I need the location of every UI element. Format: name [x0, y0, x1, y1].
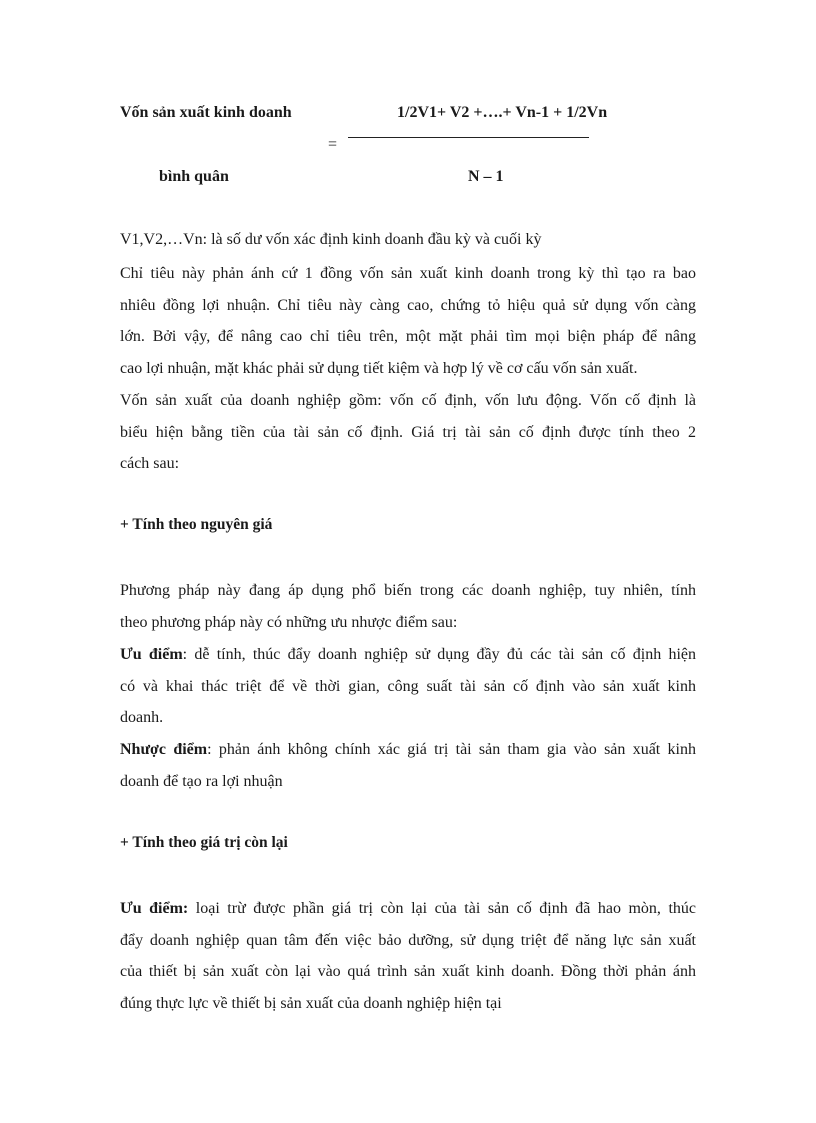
- paragraph-line: Chỉ tiêu này phản ánh cứ 1 đồng vốn sản xuất kinh doanh trong kỳ thì tạo ra bao: [120, 265, 696, 282]
- paragraph-indicator: [120, 258, 696, 384]
- paragraph-line: Nhược điểm: phản ánh không chính xác giá trị tài sản tham gia vào sản xuất kinh: [120, 741, 696, 758]
- paragraph-line: có và khai thác triệt để về thời gian, công suất tài sản cố định vào sản xuất kinh: [120, 677, 696, 695]
- paragraph-line: lớn. Bởi vậy, để nâng cao chỉ tiêu trên, một mặt phải tìm mọi biện pháp để nâng: [120, 328, 696, 345]
- paragraph-line: đúng thực lực về thiết bị sản xuất của doanh nghiệp hiện tại: [120, 994, 502, 1012]
- paragraph-line: nhiêu đồng lợi nhuận. Chỉ tiêu này càng cao, chứng tỏ hiệu quả sử dụng vốn càng: [120, 296, 696, 314]
- advantages-original-cost: [120, 639, 696, 734]
- paragraph-line: Ưu điểm: dễ tính, thúc đẩy doanh nghiệp sử dụng đầy đủ các tài sản cố định hiện: [120, 646, 697, 663]
- advantages-residual-value: [120, 893, 696, 1019]
- paragraph-line: biểu hiện bằng tiền của tài sản cố định. Giá trị tài sản cố định được tính theo 2: [120, 423, 696, 441]
- paragraph-line: đẩy doanh nghiệp quan tâm đến việc bảo dưỡng, sử dụng triệt để năng lực sản xuất: [120, 931, 696, 949]
- formula-label-line1: Vốn sản xuất kinh doanh: [120, 104, 292, 121]
- paragraph-line: doanh để tạo ra lợi nhuận: [120, 772, 283, 790]
- advantages-label: Ưu điểm: [120, 646, 183, 663]
- paragraph-method: [120, 575, 696, 638]
- paragraph-line: cao lợi nhuận, mặt khác phải sử dụng tiết kiệm và hợp lý về cơ cấu vốn sản xuất.: [120, 359, 638, 377]
- paragraph-line: của thiết bị sản xuất còn lại vào quá trình sản xuất kinh doanh. Đồng thời phản ánh: [120, 963, 696, 980]
- formula-fraction-bar: [348, 137, 589, 138]
- paragraph-capital: [120, 385, 696, 480]
- paragraph-line: cách sau:: [120, 455, 180, 472]
- advantages-label: Ưu điểm:: [120, 900, 189, 917]
- disadvantages-original-cost: [120, 734, 696, 797]
- formula-denominator: N – 1: [468, 168, 504, 185]
- heading-residual-value: + Tính theo giá trị còn lại: [120, 834, 288, 851]
- paragraph-line: Phương pháp này đang áp dụng phổ biến trong các doanh nghiệp, tuy nhiên, tính: [120, 582, 696, 599]
- formula-numerator: 1/2V1+ V2 +….+ Vn-1 + 1/2Vn: [397, 104, 608, 121]
- paragraph-line: Vốn sản xuất của doanh nghiệp gồm: vốn cố định, vốn lưu động. Vốn cố định là: [120, 392, 696, 409]
- definition-note: V1,V2,…Vn: là số dư vốn xác định kinh doanh đầu kỳ và cuối kỳ: [120, 231, 542, 248]
- disadvantages-label: Nhược điểm: [120, 741, 208, 758]
- paragraph-line: doanh.: [120, 709, 164, 726]
- heading-original-cost: + Tính theo nguyên giá: [120, 516, 273, 533]
- formula-label-line2: bình quân: [159, 168, 229, 185]
- paragraph-line: theo phương pháp này có những ưu nhược điểm sau:: [120, 613, 458, 631]
- formula-equals-sign: =: [328, 136, 338, 153]
- paragraph-line: Ưu điểm: loại trừ được phần giá trị còn lại của tài sản cố định đã hao mòn, thúc: [120, 900, 697, 917]
